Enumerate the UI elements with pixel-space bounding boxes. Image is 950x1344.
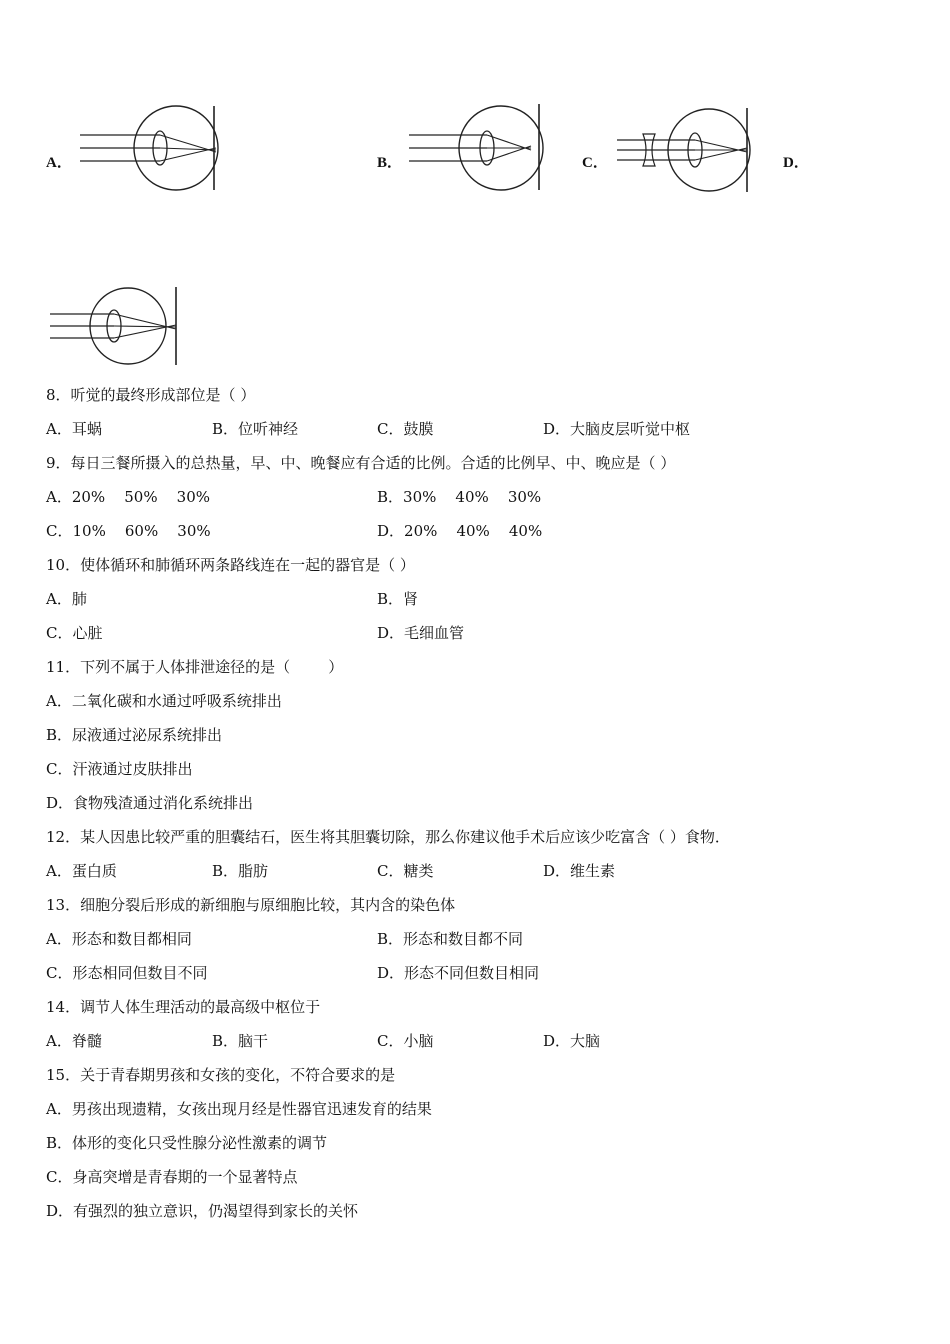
- option: B．脑干: [212, 1032, 269, 1050]
- question-14-options: [46, 1030, 926, 1052]
- question-11-stem: 11．下列不属于人体排泄途径的是（ ）: [46, 658, 344, 676]
- question-9-options-row2: [46, 520, 926, 542]
- question-8-stem: 8．听觉的最终形成部位是（ ）: [46, 386, 256, 404]
- option: B．脂肪: [212, 862, 269, 880]
- option: A．20% 50% 30%: [46, 488, 210, 506]
- question-9-stem: 9．每日三餐所摄入的总热量，早、中、晚餐应有合适的比例。合适的比例早、中、晚应是（ ）: [46, 454, 676, 472]
- option: B．形态和数目都不同: [377, 930, 524, 948]
- option: B．位听神经: [212, 420, 299, 438]
- question-10-stem: 10．使体循环和肺循环两条路线连在一起的器官是（ ）: [46, 556, 415, 574]
- eye-diagram-b: [405, 100, 550, 194]
- option: D．形态不同但数目相同: [377, 964, 540, 982]
- question-10-options-row2: [46, 622, 926, 644]
- eye-diagram-c: [613, 104, 758, 196]
- question-15-stem: 15．关于青春期男孩和女孩的变化，不符合要求的是: [46, 1066, 396, 1084]
- option: B．尿液通过泌尿系统排出: [46, 726, 223, 744]
- option-c-label: C．: [582, 155, 608, 171]
- option: D．毛细血管: [377, 624, 465, 642]
- option-a-label: A．: [46, 155, 72, 171]
- eye-diagram-d: [46, 285, 186, 367]
- option: C．身高突增是青春期的一个显著特点: [46, 1168, 298, 1186]
- option: C．汗液通过皮肤排出: [46, 760, 193, 778]
- option: B．体形的变化只受性腺分泌性激素的调节: [46, 1134, 328, 1152]
- option: A．蛋白质: [46, 862, 117, 880]
- option: A．耳蜗: [46, 420, 102, 438]
- option: C．糖类: [377, 862, 434, 880]
- question-14-stem: 14．调节人体生理活动的最高级中枢位于: [46, 998, 321, 1016]
- question-9-options-row1: [46, 486, 926, 508]
- option: A．脊髓: [46, 1032, 102, 1050]
- question-12-options: [46, 860, 926, 882]
- option: D．有强烈的独立意识，仍渴望得到家长的关怀: [46, 1202, 359, 1220]
- option: C．形态相同但数目不同: [46, 964, 208, 982]
- option-d-label: D．: [783, 155, 809, 171]
- option: A．男孩出现遗精，女孩出现月经是性器官迅速发育的结果: [46, 1100, 432, 1118]
- option: D．大脑: [543, 1032, 601, 1050]
- option: A．肺: [46, 590, 87, 608]
- option: C．小脑: [377, 1032, 434, 1050]
- option: A．二氧化碳和水通过呼吸系统排出: [46, 692, 282, 710]
- option: C．心脏: [46, 624, 103, 642]
- question-13-options-row2: [46, 962, 926, 984]
- question-10-options-row1: [46, 588, 926, 610]
- question-13-options-row1: [46, 928, 926, 950]
- option: D．20% 40% 40%: [377, 522, 543, 540]
- option: B．肾: [377, 590, 419, 608]
- option: D．大脑皮层听觉中枢: [543, 420, 691, 438]
- option: B．30% 40% 30%: [377, 488, 542, 506]
- option: A．形态和数目都相同: [46, 930, 192, 948]
- option: C．10% 60% 30%: [46, 522, 211, 540]
- option: D．维生素: [543, 862, 616, 880]
- option-b-label: B．: [377, 155, 403, 171]
- question-12-stem: 12．某人因患比较严重的胆囊结石，医生将其胆囊切除，那么你建议他手术后应该少吃富含（ ）食物．: [46, 828, 730, 846]
- question-13-stem: 13．细胞分裂后形成的新细胞与原细胞比较，其内含的染色体: [46, 896, 456, 914]
- question-8-options: [46, 418, 926, 440]
- option: C．鼓膜: [377, 420, 434, 438]
- eye-diagram-a: [76, 102, 221, 194]
- option: D．食物残渣通过消化系统排出: [46, 794, 254, 812]
